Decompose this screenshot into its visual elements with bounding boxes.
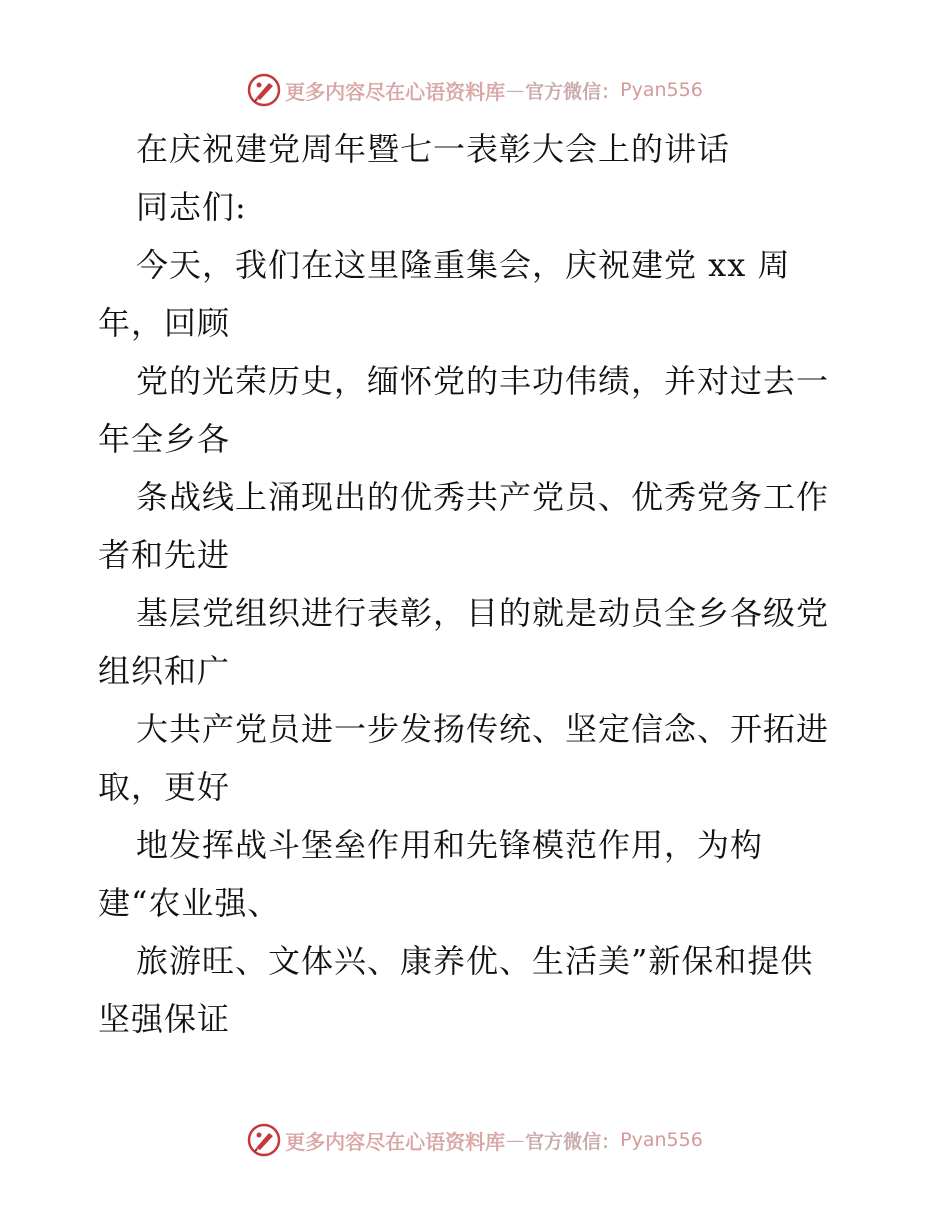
paragraph-line: 者和先进 [98, 536, 231, 574]
banner-text: 更多内容尽在心语资料库 [285, 79, 506, 104]
paragraph-line: 年全乡各 [98, 420, 231, 458]
paragraph-line: 今天，我们在这里隆重集会，庆祝建党 xx 周 [136, 246, 791, 284]
header-banner [0, 70, 950, 110]
paragraph-line: 坚强保证 [98, 1000, 231, 1038]
banner-dash: — [506, 1129, 525, 1151]
banner-text: 更多内容尽在心语资料库 [285, 1129, 506, 1154]
paragraph-line: 取，更好 [98, 768, 231, 806]
paragraph-line: 年，回顾 [98, 304, 231, 342]
paragraph-line: 条战线上涌现出的优秀共产党员、优秀党务工作 [136, 478, 830, 516]
paragraph-line: 党的光荣历史，缅怀党的丰功伟绩，并对过去一 [136, 362, 830, 400]
document-body [98, 120, 858, 1048]
paragraph-line: 组织和广 [98, 652, 231, 690]
paragraph-line: 基层党组织进行表彰，目的就是动员全乡各级党 [136, 594, 830, 632]
banner-wechat-label: 官方微信： [525, 1130, 621, 1153]
pen-logo-icon [247, 73, 281, 107]
pen-logo-icon [247, 1123, 281, 1157]
footer-banner [0, 1120, 950, 1160]
banner-wechat-id: Pyan556 [620, 79, 703, 101]
banner-wechat-label: 官方微信： [525, 80, 621, 103]
salutation: 同志们: [136, 188, 247, 226]
banner-wechat-id: Pyan556 [620, 1129, 703, 1151]
paragraph-line: 地发挥战斗堡垒作用和先锋模范作用，为构 [136, 826, 764, 864]
banner-dash: — [506, 79, 525, 101]
paragraph-line: 大共产党员进一步发扬传统、坚定信念、开拓进 [136, 710, 830, 748]
paragraph-line: 旅游旺、文体兴、康养优、生活美”新保和提供 [136, 942, 814, 980]
document-title: 在庆祝建党周年暨七一表彰大会上的讲话 [136, 130, 731, 168]
paragraph-line: 建“农业强、 [98, 884, 281, 922]
